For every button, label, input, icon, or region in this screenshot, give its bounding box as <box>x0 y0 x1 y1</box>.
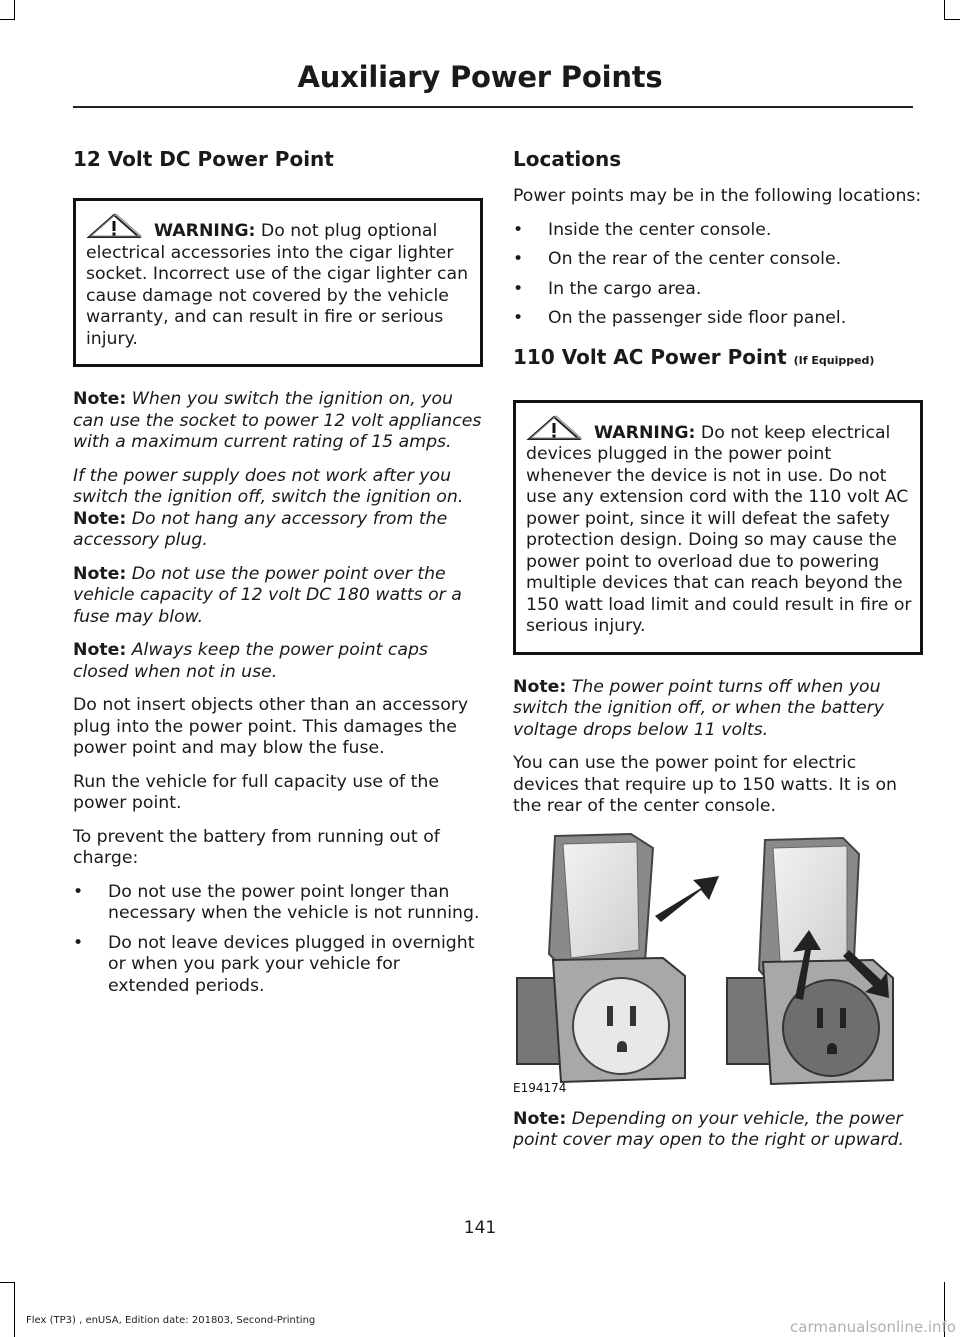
warning-text <box>86 213 478 350</box>
note-continuation: If the power supply does not work after you switch the ignition off, switch the ignition on. <box>73 465 464 507</box>
note-text: When you switch the ignition on, you can use the socket to power 12 volt appliances with a maximum current rating of 15 amps. <box>73 389 482 452</box>
note-paragraph <box>513 1109 923 1152</box>
heading-suffix: (If Equipped) <box>793 353 875 367</box>
note-paragraph <box>73 389 483 454</box>
bullet: • <box>513 219 524 240</box>
note-paragraph <box>73 564 483 629</box>
list-item-text: On the passenger side floor panel. <box>548 308 847 328</box>
note-paragraph <box>513 677 923 742</box>
note-text: The power point turns off when you switch the ignition off, or when the battery voltage drops below 11 volts. <box>513 676 884 740</box>
warning-box-110v <box>513 400 923 655</box>
outlet-lid-side <box>727 838 893 1084</box>
note-label: Note: <box>73 389 127 409</box>
body-paragraph: To prevent the battery from running out of charge: <box>73 826 440 868</box>
warning-label: WARNING: <box>594 422 696 443</box>
note-paragraph <box>73 640 483 683</box>
warning-body: Do not keep electrical devices plugged in the power point whenever the device is not in use. Do not use any extension cord with the 110 volt AC power point, since it will defeat the safety protection design. Doing so may cause the power point to overload due to powering multiple devices that can reach beyond the 150 watt load limit and could result in fire or serious injury. <box>526 422 912 636</box>
bullet: • <box>513 249 524 269</box>
list-item-text: Inside the center console. <box>548 219 772 240</box>
crop-mark <box>0 1282 14 1283</box>
list-item <box>513 308 923 330</box>
list-item <box>73 882 483 925</box>
note-text: Always keep the power point caps closed when not in use. <box>73 640 428 682</box>
list-item-text: On the rear of the center console. <box>548 249 842 269</box>
warning-body: Do not plug optional electrical accessories into the cigar lighter socket. Incorrect use of the cigar lighter can cause damage not covered by the vehicle warranty, and can result in fire or serious injury. <box>86 221 469 349</box>
crop-mark <box>945 19 960 20</box>
locations-list <box>513 220 923 330</box>
header-divider <box>73 106 913 108</box>
ac-outlet-diagram <box>513 830 911 1095</box>
outlet-lid-up <box>517 834 719 1082</box>
bullet: • <box>513 308 524 328</box>
body-paragraph: Do not insert objects other than an accessory plug into the power point. This damages the power point and may blow the fuse. <box>73 695 469 758</box>
power-point-illustration <box>513 830 911 1095</box>
body-paragraph: Run the vehicle for full capacity use of the power point. <box>73 771 439 813</box>
watermark: carmanualsonline.info <box>790 1318 956 1336</box>
crop-mark <box>944 0 945 20</box>
list-item-text: Do not use the power point longer than necessary when the vehicle is not running. <box>108 881 480 923</box>
right-column <box>513 144 923 1164</box>
note-text: Do not hang any accessory from the accessory plug. <box>73 508 448 550</box>
crop-mark <box>0 19 14 20</box>
warning-text <box>526 415 918 638</box>
crop-mark <box>14 1282 15 1337</box>
bullet: • <box>73 932 84 953</box>
warning-box-12v <box>73 198 483 367</box>
warning-triangle-icon <box>526 415 594 441</box>
page-number: 141 <box>463 1218 497 1238</box>
note-text: Do not use the power point over the vehicle capacity of 12 volt DC 180 watts or a fuse may blow. <box>73 563 462 627</box>
note-label: Note: <box>73 563 127 584</box>
note-label: Note: <box>513 676 567 697</box>
note-label: Note: <box>73 640 127 660</box>
heading-text: 110 Volt AC Power Point <box>513 344 787 369</box>
section-heading-12v: 12 Volt DC Power Point <box>73 147 334 171</box>
battery-tips-list <box>73 882 483 998</box>
warning-triangle-icon <box>86 213 154 239</box>
section-heading-locations: Locations <box>513 147 622 171</box>
note-paragraph <box>73 509 483 552</box>
bullet: • <box>73 881 84 902</box>
list-item <box>73 933 483 998</box>
note-text: Depending on your vehicle, the power point cover may open to the right or upward. <box>513 1108 905 1150</box>
body-paragraph: You can use the power point for electric devices that require up to 150 watts. It is on the rear of the center console. <box>513 753 897 816</box>
note-label: Note: <box>73 508 127 529</box>
list-item <box>513 249 923 271</box>
bullet: • <box>513 278 524 299</box>
figure-code: E194174 <box>513 1080 567 1095</box>
crop-mark <box>14 0 15 20</box>
list-item <box>513 279 923 301</box>
left-column <box>73 144 483 1009</box>
body-paragraph: Power points may be in the following locations: <box>513 186 922 206</box>
list-item-text: Do not leave devices plugged in overnight or when you park your vehicle for extended periods. <box>108 932 475 996</box>
list-item-text: In the cargo area. <box>548 278 702 299</box>
page-title: Auxiliary Power Points <box>297 60 663 94</box>
list-item <box>513 220 923 242</box>
note-label: Note: <box>513 1108 567 1129</box>
section-heading-110v <box>513 342 923 376</box>
edition-footer: Flex (TP3) , enUSA, Edition date: 201803, Second-Printing <box>26 1315 316 1326</box>
warning-label: WARNING: <box>154 221 256 241</box>
